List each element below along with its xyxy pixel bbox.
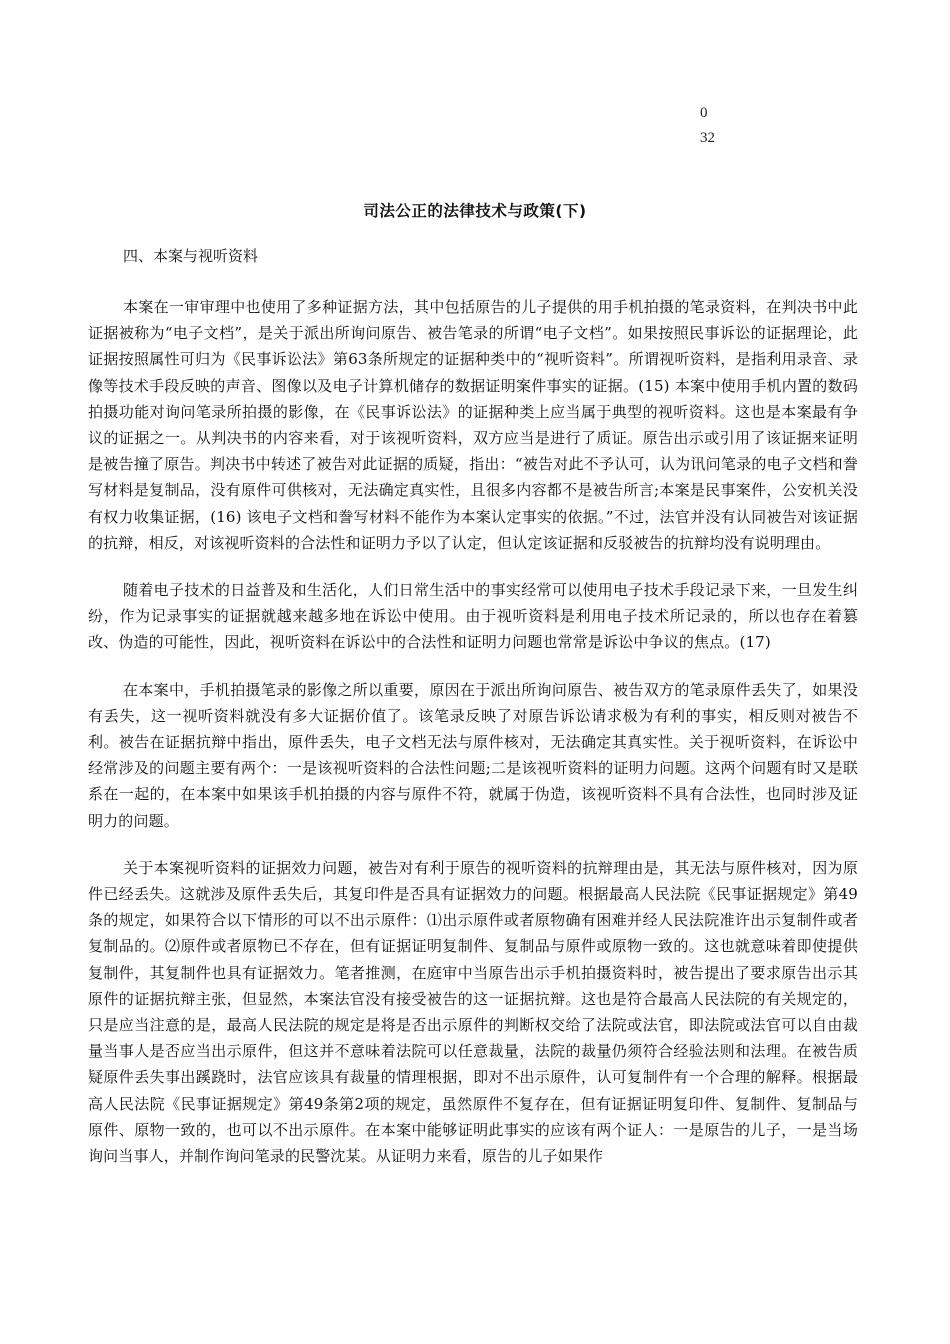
document-title: 司法公正的法律技术与政策(下) <box>363 202 587 220</box>
paragraph-4: 关于本案视听资料的证据效力问题，被告对有利于原告的视听资料的抗辩理由是，其无法与原件核对，因为原件已经丢失。这就涉及原件丢失后，其复印件是否具有证据效力的问题。根据最高人民法院《民事证据规定》第49条的规定，如果符合以下情形的可以不出示原件：⑴出示原件或者原物确有困难并经人民法院准许出示复制件或者复制品的。⑵原件或者原物已不存在，但有证据证明复制件、复制品与原件或原物一致的。这也就意味着即使提供复制件，其复制件也具有证据效力。笔者推测，在庭审中当原告出示手机拍摄资料时，被告提出了要求原告出示其原件的证据抗辩主张，但显然，本案法官没有接受被告的这一证据抗辩。这也是符合最高人民法院的有关规定的，只是应当注意的是，最高人民法院的规定是将是否出示原件的判断权交给了法院或法官，即法院或法官可以自由裁量当事人是否应当出示原件，但这并不意味着法院可以任意裁量，法院的裁量仍须符合经验法则和法理。在被告质疑原件丢失事出蹊跷时，法官应该具有裁量的情理根据，即对不出示原件，认可复制件有一个合理的解释。根据最高人民法院《民事证据规定》第49条第2项的规定，虽然原件不复存在，但有证据证明复印件、复制件、复制品与原件、原物一致的，也可以不出示原件。在本案中能够证明此事实的应该有两个证人：一是原告的儿子，一是当场询问当事人，并制作询问笔录的民警沈某。从证明力来看，原告的儿子如果作 <box>88 858 858 1166</box>
page-marker-bottom: 32 <box>700 130 715 146</box>
paragraph-1: 本案在一审审理中也使用了多种证据方法，其中包括原告的儿子提供的用手机拍摄的笔录资料，在判决书中此证据被称为“电子文档”，是关于派出所询问原告、被告笔录的所谓“电子文档”。如果按照民事诉讼的证据理论，此证据按照属性可归为《民事诉讼法》第63条所规定的证据种类中的“视听资料”。所谓视听资料，是指利用录音、录像等技术手段反映的声音、图像以及电子计算机储存的数据证明案件事实的证据。(15) 本案中使用手机内置的数码拍摄功能对询问笔录所拍摄的影像，在《民事诉讼法》的证据种类上应当属于典型的视听资料。这也是本案最有争议的证据之一。从判决书的内容来看，对于该视听资料，双方应当是进行了质证。原告出示或引用了该证据来证明是被告撞了原告。判决书中转述了被告对此证据的质疑，指出：“被告对此不予认可，认为讯问笔录的电子文档和誊写材料是复制品，没有原件可供核对，无法确定真实性，且很多内容都不是被告所言;本案是民事案件，公安机关没有权力收集证据，(16) 该电子文档和誊写材料不能作为本案认定事实的依据。”不过，法官并没有认同被告对该证据的抗辩，相反，对该视听资料的合法性和证明力予以了认定，但认定该证据和反驳被告的抗辩均没有说明理由。 <box>88 298 858 552</box>
paragraph-3: 在本案中，手机拍摄笔录的影像之所以重要，原因在于派出所询问原告、被告双方的笔录原件丢失了，如果没有丢失，这一视听资料就没有多大证据价值了。该笔录反映了对原告诉讼请求极为有利的事实，相反则对被告不利。被告在证据抗辩中指出，原件丢失，电子文档无法与原件核对，无法确定其真实性。关于视听资料，在诉讼中经常涉及的问题主要有两个：一是该视听资料的合法性问题;二是该视听资料的证明力问题。这两个问题有时又是联系在一起的，在本案中如果该手机拍摄的内容与原件不符，就属于伪造，该视听资料不具有合法性，也同时涉及证明力的问题。 <box>88 680 858 830</box>
section-heading: 四、本案与视听资料 <box>123 247 259 265</box>
document-body <box>88 294 858 1190</box>
page-marker-top: 0 <box>700 105 708 121</box>
paragraph-2: 随着电子技术的日益普及和生活化，人们日常生活中的事实经常可以使用电子技术手段记录下来，一旦发生纠纷，作为记录事实的证据就越来越多地在诉讼中使用。由于视听资料是利用电子技术所记录的，所以也存在着篡改、伪造的可能性，因此，视听资料在诉讼中的合法性和证明力问题也常常是诉讼中争议的焦点。(17) <box>88 581 858 652</box>
